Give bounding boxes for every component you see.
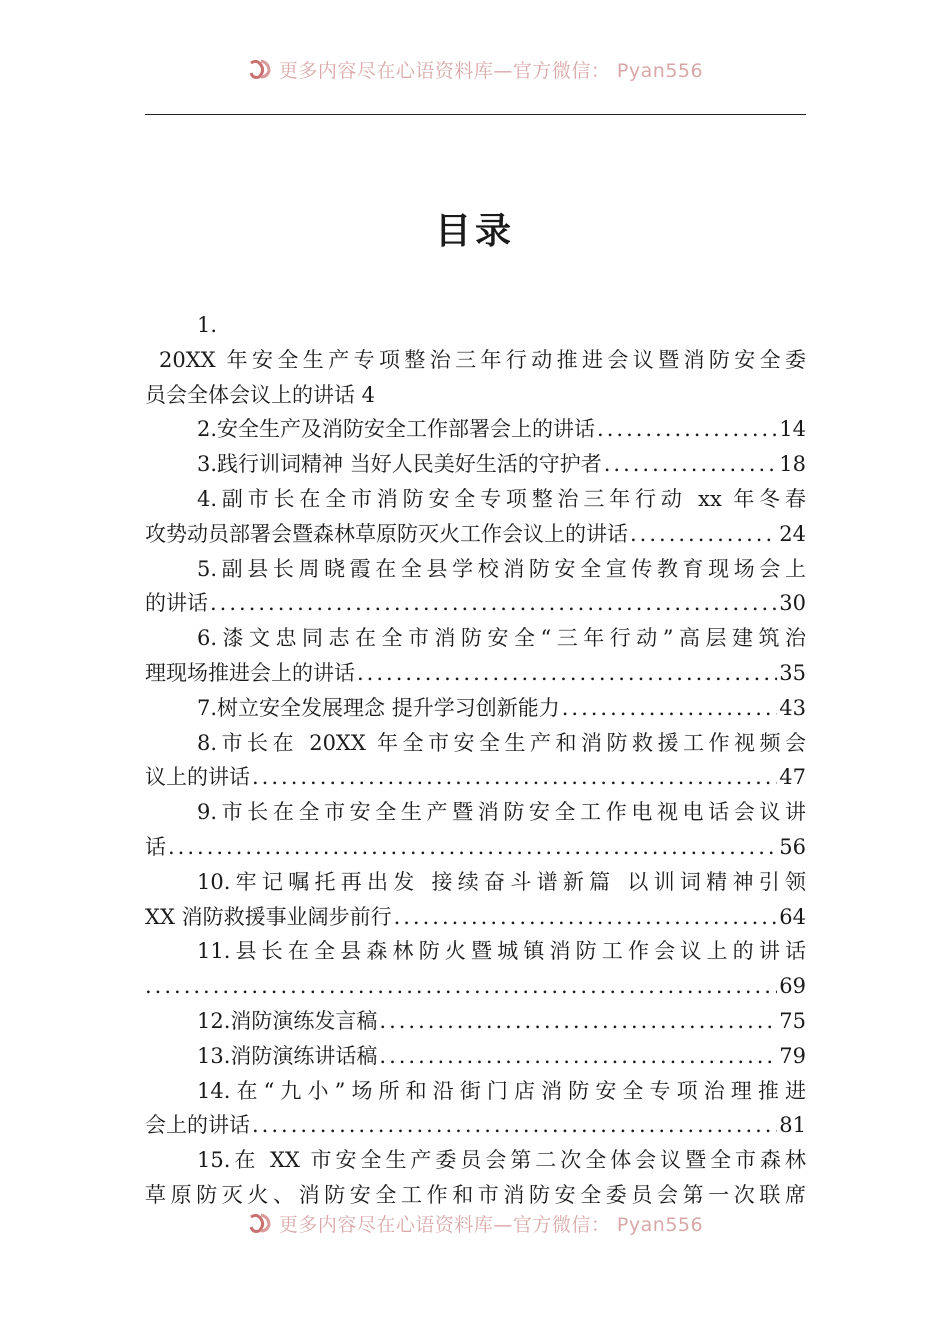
toc-page-number: 35 — [779, 660, 806, 685]
toc-item-15-line1[interactable]: 15.在 XX 市安全生产委员会第二次全体会议暨全市森林 — [197, 1148, 806, 1173]
watermark-footer — [0, 1208, 950, 1238]
toc-item-11-line2[interactable] — [145, 969, 806, 1004]
toc-item-4-line1[interactable]: 4.副市长在全市消防安全专项整治三年行动 xx 年冬春 — [197, 486, 806, 511]
toc-item-5-line1[interactable]: 5.副县长周晓霞在全县学校消防安全宣传教育现场会上 — [197, 556, 806, 581]
toc-item-6-line1[interactable]: 6.漆文忠同志在全市消防安全“三年行动”高层建筑治 — [197, 626, 806, 651]
toc-item-4-line2[interactable] — [145, 517, 806, 552]
toc-item-label: XX 消防救援事业阔步前行 — [145, 904, 392, 929]
toc-item-8-line1[interactable]: 8.市长在 20XX 年全市安全生产和消防救援工作视频会 — [197, 730, 806, 755]
toc-item-14-line1[interactable]: 14.在“九小”场所和沿街门店消防安全专项治理推进 — [197, 1078, 806, 1103]
toc-item-7[interactable] — [145, 691, 806, 726]
leader-dots — [252, 760, 777, 795]
leader-dots — [168, 830, 777, 865]
leader-dots — [597, 412, 777, 447]
toc-page-number: 81 — [779, 1113, 806, 1138]
toc-page-number: 56 — [779, 834, 806, 859]
toc-page-number: 69 — [779, 974, 806, 999]
page-title: 目录 — [434, 210, 515, 252]
toc-item-label: 话 — [145, 834, 166, 859]
toc-item-1-line1[interactable]: 20XX 年安全生产专项整治三年行动推进会议暨消防安全委 — [159, 347, 806, 372]
toc-page-number: 75 — [779, 1008, 806, 1033]
toc-page-number: 64 — [779, 904, 806, 929]
toc-item-10-line1[interactable]: 10.牢记嘱托再出发 接续奋斗谱新篇 以训词精神引领 — [197, 869, 806, 894]
leader-dots — [252, 1108, 777, 1143]
toc-page-number: 24 — [779, 521, 806, 546]
leader-dots — [630, 517, 777, 552]
toc-item-label: 7.树立安全发展理念 提升学习创新能力 — [197, 695, 560, 720]
watermark-text: 更多内容尽在心语资料库—官方微信： Pyan556 — [278, 1213, 704, 1236]
toc-item-8-line2[interactable] — [145, 760, 806, 795]
leader-dots — [604, 447, 778, 482]
toc-item-label: 3.践行训词精神 当好人民美好生活的守护者 — [197, 452, 602, 477]
toc-page-number: 43 — [779, 695, 806, 720]
watermark-header — [0, 54, 950, 84]
toc-item-9-line2[interactable] — [145, 830, 806, 865]
toc-item-label: 议上的讲话 — [145, 765, 250, 790]
toc-item-15-line2[interactable]: 草原防灭火、消防安全工作和市消防安全委员会第一次联席 — [145, 1182, 806, 1207]
toc-item-2[interactable] — [145, 412, 806, 447]
leader-dots — [379, 1039, 777, 1074]
leader-dots — [357, 656, 777, 691]
toc-page-number: 47 — [779, 765, 806, 790]
toc-item-14-line2[interactable] — [145, 1108, 806, 1143]
leader-dots — [210, 586, 777, 621]
leader-dots — [562, 691, 778, 726]
toc-item-label: 2.安全生产及消防安全工作部署会上的讲话 — [197, 417, 596, 442]
brand-logo-icon — [247, 1211, 273, 1235]
toc-item-1-number[interactable]: 1. — [197, 313, 218, 337]
toc-item-label: 12.消防演练发言稿 — [197, 1008, 378, 1033]
toc-item-9-line1[interactable]: 9.市长在全市安全生产暨消防安全工作电视电话会议讲 — [197, 800, 806, 825]
toc-page-number: 18 — [779, 452, 806, 477]
toc-item-12[interactable] — [145, 1004, 806, 1039]
toc-item-6-line2[interactable] — [145, 656, 806, 691]
header-divider — [145, 114, 806, 115]
toc-item-label: 的讲话 — [145, 591, 208, 616]
watermark-text: 更多内容尽在心语资料库—官方微信： Pyan556 — [278, 59, 704, 82]
toc-page-number: 14 — [779, 417, 806, 442]
brand-logo-icon — [247, 57, 273, 81]
toc-item-11-line1[interactable]: 11.县长在全县森林防火暨城镇消防工作会议上的讲话 — [197, 939, 806, 964]
toc-item-1-line2[interactable]: 员会全体会议上的讲话 4 — [145, 382, 376, 407]
toc-item-label: 会上的讲话 — [145, 1113, 250, 1138]
toc-item-10-line2[interactable] — [145, 900, 806, 935]
toc-item-label: 理现场推进会上的讲话 — [145, 660, 355, 685]
toc-item-13[interactable] — [145, 1039, 806, 1074]
leader-dots — [379, 1004, 777, 1039]
toc-item-3[interactable] — [145, 447, 806, 482]
leader-dots — [394, 900, 778, 935]
toc-page-number: 30 — [779, 591, 806, 616]
toc-item-label: 13.消防演练讲话稿 — [197, 1043, 378, 1068]
toc-item-5-line2[interactable] — [145, 586, 806, 621]
leader-dots — [145, 969, 777, 1004]
toc-item-label: 攻势动员部署会暨森林草原防灭火工作会议上的讲话 — [145, 521, 628, 546]
table-of-contents — [145, 308, 806, 1213]
toc-page-number: 79 — [779, 1043, 806, 1068]
